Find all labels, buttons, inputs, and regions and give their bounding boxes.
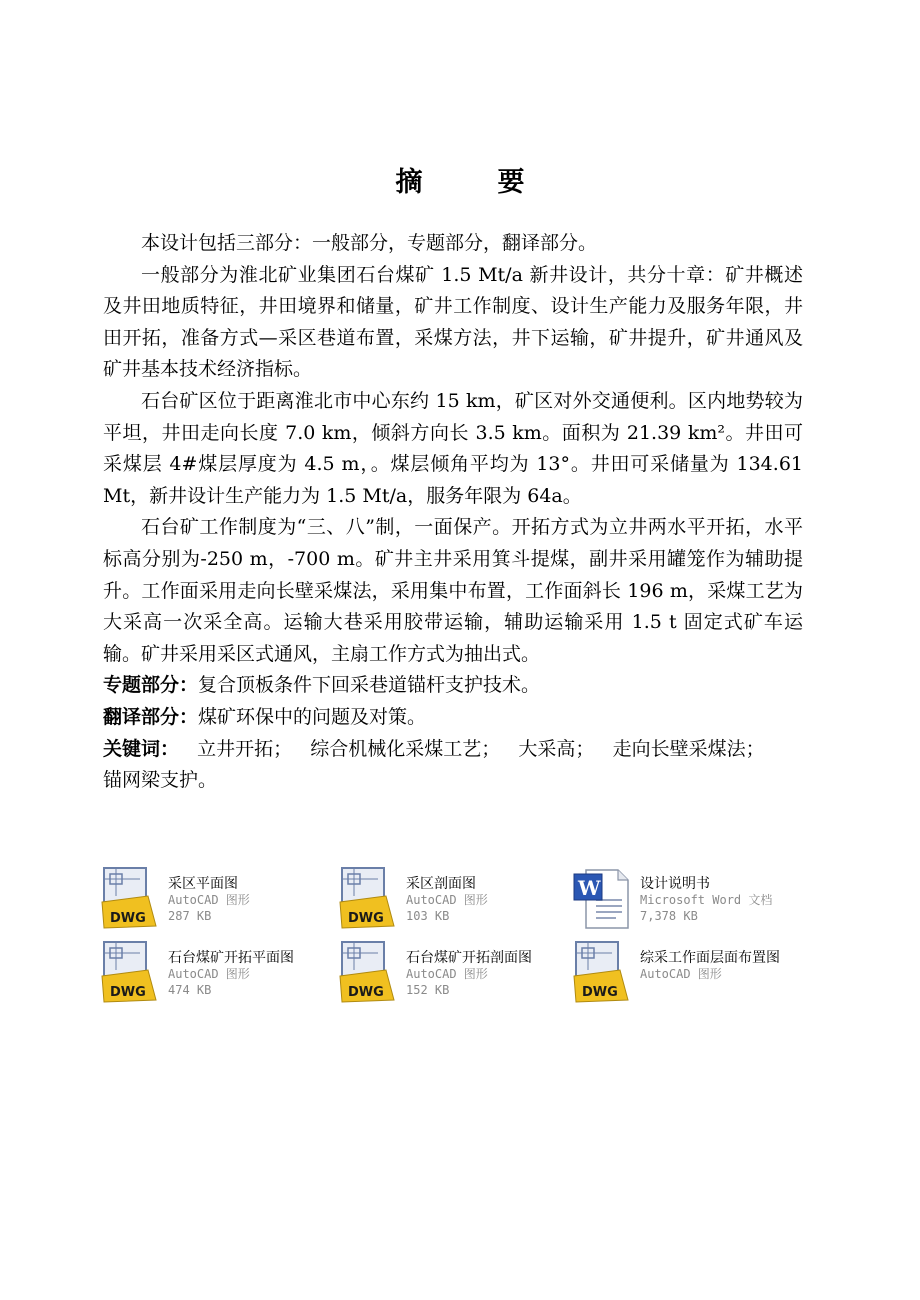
dwg-icon xyxy=(100,940,160,1004)
file-name: 石台煤矿开拓剖面图 xyxy=(406,950,532,966)
dwg-badge: DWG xyxy=(348,911,384,926)
special-topic-label: 专题部分： xyxy=(103,674,199,697)
file-size: 103 KB xyxy=(406,909,450,923)
file-size: 474 KB xyxy=(168,983,212,997)
file-name: 设计说明书 xyxy=(640,876,710,892)
file-item-face-layout[interactable] xyxy=(572,940,807,1008)
attachment-file-list xyxy=(100,866,820,1016)
file-name: 采区剖面图 xyxy=(406,876,476,892)
page-title: 摘 要 xyxy=(395,167,549,198)
keyword-item: 立井开拓； xyxy=(197,737,293,760)
file-item-cq-plan[interactable] xyxy=(100,866,335,934)
word-badge: W xyxy=(578,876,601,900)
keyword-item: 大采高； xyxy=(518,737,595,760)
dwg-badge: DWG xyxy=(348,985,384,1000)
dwg-badge: DWG xyxy=(582,985,618,1000)
file-type: AutoCAD 图形 xyxy=(168,967,250,981)
file-type: AutoCAD 图形 xyxy=(168,893,250,907)
dwg-icon xyxy=(100,866,160,930)
file-name: 综采工作面层面布置图 xyxy=(640,950,780,966)
dwg-icon xyxy=(338,940,398,1004)
file-size: 287 KB xyxy=(168,909,212,923)
file-size: 152 KB xyxy=(406,983,450,997)
special-topic-line xyxy=(103,670,803,702)
word-icon xyxy=(572,866,632,930)
keyword-item: 锚网梁支护。 xyxy=(103,769,218,792)
keywords-line xyxy=(103,734,803,797)
dwg-icon xyxy=(572,940,632,1004)
file-name: 石台煤矿开拓平面图 xyxy=(168,950,294,966)
abstract-body xyxy=(103,228,803,797)
keyword-item: 综合机械化采煤工艺； xyxy=(310,737,501,760)
file-name: 采区平面图 xyxy=(168,876,238,892)
file-size: 7,378 KB xyxy=(640,909,698,923)
dwg-badge: DWG xyxy=(110,985,146,1000)
file-type: Microsoft Word 文档 xyxy=(640,893,773,907)
paragraph-1: 本设计包括三部分：一般部分，专题部分，翻译部分。 xyxy=(141,232,598,254)
file-type: AutoCAD 图形 xyxy=(406,893,488,907)
paragraph-4: 石台矿工作制度为“三、八”制，一面保产。开拓方式为立井两水平开拓，水平标高分别为-250 m，-700 m。矿井主井采用箕斗提煤，副井采用罐笼作为辅助提升。工作面采用走向长壁采煤法，采用集中布置，工作面斜长 196 m，采煤工艺为大采高一次采全高。运输大巷采用胶带运输，辅助运输采用 1.5 t 固定式矿车运输。矿井采用采区式通风，主扇工作方式为抽出式。 xyxy=(103,516,803,665)
file-item-st-dev-plan[interactable] xyxy=(100,940,335,1008)
special-topic-text: 复合顶板条件下回采巷道锚杆支护技术。 xyxy=(198,674,541,697)
translation-line xyxy=(103,702,803,734)
paragraph-3: 石台矿区位于距离淮北市中心东约 15 km，矿区对外交通便利。区内地势较为平坦，井田走向长度 7.0 km，倾斜方向长 3.5 km。面积为 21.39 km²。井田可采煤层 4#煤层厚度为 4.5 m，。煤层倾角平均为 13°。井田可采储量为 134.61 Mt，新井设计生产能力为 1.5 Mt/a，服务年限为 64a。 xyxy=(103,389,803,507)
file-item-design-doc[interactable] xyxy=(572,866,807,934)
keywords-label: 关键词： xyxy=(103,737,180,760)
translation-text: 煤矿环保中的问题及对策。 xyxy=(198,705,427,728)
translation-label: 翻译部分： xyxy=(103,705,199,728)
file-item-st-dev-section[interactable] xyxy=(338,940,573,1008)
file-type: AutoCAD 图形 xyxy=(640,967,722,981)
dwg-badge: DWG xyxy=(110,911,146,926)
paragraph-2: 一般部分为淮北矿业集团石台煤矿 1.5 Mt/a 新井设计，共分十章：矿井概述及井田地质特征，井田境界和储量，矿井工作制度、设计生产能力及服务年限，井田开拓，准备方式—采区巷道布置，采煤方法，井下运输，矿井提升，矿井通风及矿井基本技术经济指标。 xyxy=(103,263,803,381)
keyword-item: 走向长壁采煤法； xyxy=(612,737,765,760)
dwg-icon xyxy=(338,866,398,930)
file-item-cq-section[interactable] xyxy=(338,866,573,934)
file-type: AutoCAD 图形 xyxy=(406,967,488,981)
